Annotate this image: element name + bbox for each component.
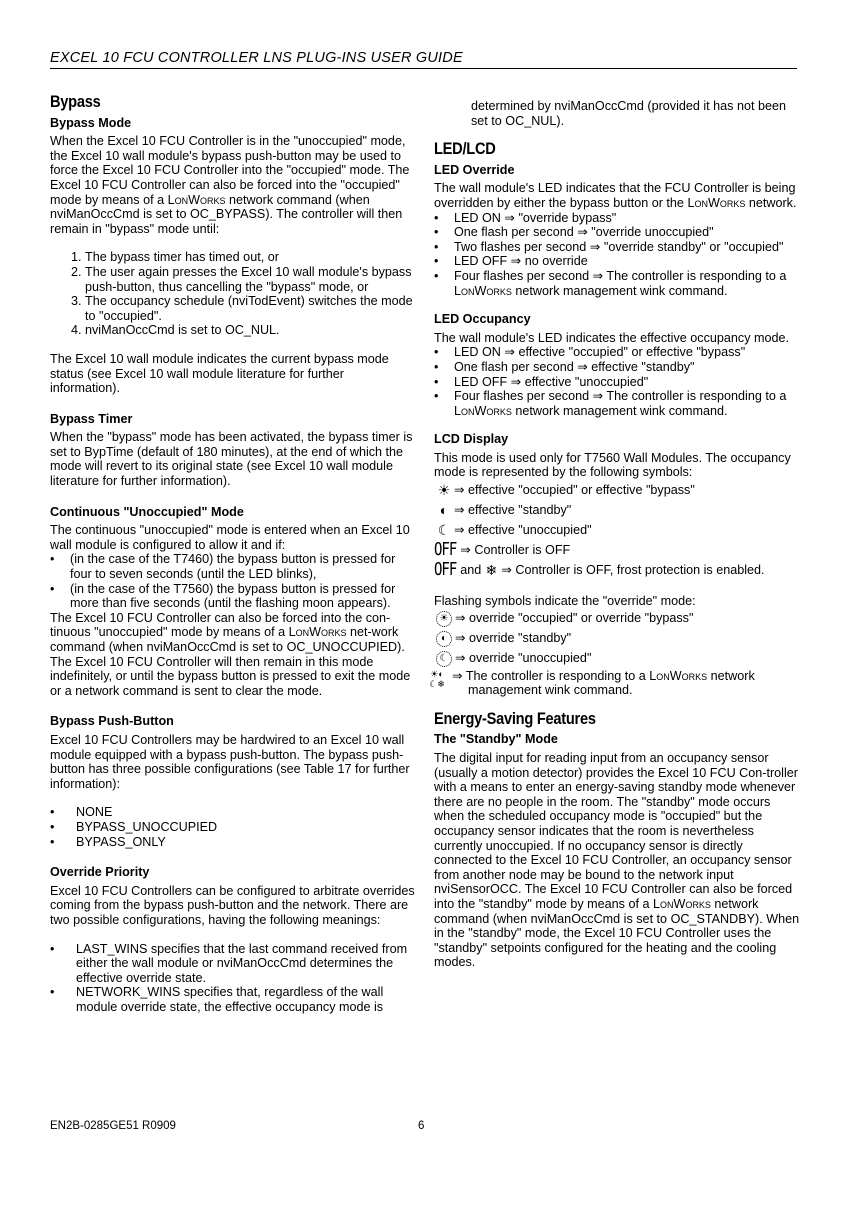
lonworks-brand-text: LonWorks — [454, 403, 512, 418]
flash-symbol-row — [434, 649, 800, 669]
symbol-description: ⇒ effective "occupied" or effective "bypass" — [454, 482, 695, 497]
subheading-bypass-push-button: Bypass Push-Button — [50, 714, 174, 729]
lonworks-brand-text: LonWorks — [288, 625, 347, 640]
paragraph: The digital input for reading input from an occupancy sensor (usually a motion detector) provides the Excel 10 FCU Con-troller with a means to enter an energy-saving standby mode whenever there are no people in the room. The "standby" mode occurs when the scheduled occupancy mode is "occupied" but the occupancy sensor indicates that the room is nevertheless currently unoccupied. If no occupancy sensor is directly connected to the Excel 10 FCU Controller, an occupancy sensor from another node may be bound to the network input nviSensorOCC. The Excel 10 FCU Controller can also be forced into the "standby" mode by means of a LonWorks network command (when nviManOccCmd is set to OC_STANDBY). When in the "standby" mode, the Excel 10 FCU Controller uses the "standby" setpoints configured for the heating and the cooling modes. — [434, 751, 800, 970]
lonworks-brand-text: LonWorks — [454, 283, 512, 298]
symbol-description-cont: management wink command. — [468, 683, 633, 698]
continuous-list — [50, 552, 415, 610]
symbol-description: ⇒ override "occupied" or override "bypass" — [455, 611, 694, 626]
flash-symbol-row — [434, 629, 800, 649]
lonworks-brand-text: LonWorks — [649, 668, 708, 683]
list-item: • NONE — [76, 805, 415, 820]
sun-flash-icon: ☀ — [436, 611, 452, 627]
subheading-led-override: LED Override — [434, 162, 515, 177]
page-number: 6 — [418, 1120, 425, 1132]
list-item: • LAST_WINS specifies that the last command received from either the wall module or nviManOccCmd determines the effective override state. — [76, 942, 415, 986]
list-item: • Four flashes per second ⇒ The controller is responding to a LonWorks network management wink command. — [454, 389, 800, 418]
paragraph: The continuous "unoccupied" mode is entered when an Excel 10 wall module is configured to allow it and if: — [50, 523, 410, 552]
and-text: and — [460, 562, 482, 577]
lcd-off-frost-row — [434, 560, 800, 580]
led-occupancy-list — [434, 345, 800, 418]
lcd-off-indicator: OFF — [434, 539, 457, 560]
led-override-list — [434, 211, 800, 299]
paragraph: Flashing symbols indicate the "override" mode: — [434, 594, 696, 609]
list-item: 1. The bypass timer has timed out, or — [85, 250, 415, 265]
section-heading-led-lcd: LED/LCD — [434, 139, 496, 159]
header-rule — [50, 68, 797, 69]
paragraph: The wall module's LED indicates that the FCU Controller is being overridden by either the bypass button or the LonWorks network. — [434, 181, 797, 210]
lcd-symbol-row — [434, 520, 800, 540]
lcd-off-indicator: OFF — [434, 559, 457, 580]
snowflake-icon: ❄ — [485, 561, 498, 578]
lcd-off-row — [434, 540, 800, 560]
push-config-list — [50, 805, 415, 849]
list-item: • One flash per second ⇒ "override unoccupied" — [454, 225, 800, 240]
list-item: • (in the case of the T7560) the bypass button is pressed for more than five seconds (until the flashing moon appears). — [70, 582, 415, 611]
symbol-description: ⇒ override "standby" — [455, 631, 572, 646]
symbol-description: ⇒ effective "standby" — [454, 502, 572, 517]
list-item: 2. The user again presses the Excel 10 wall module's bypass push-button, thus cancelling the "bypass" mode, or — [85, 265, 415, 294]
lonworks-brand-text: LonWorks — [687, 195, 746, 210]
lcd-symbol-row — [434, 500, 800, 520]
half-sun-icon: ◐ — [439, 501, 449, 518]
moon-flash-icon: ☾ — [436, 651, 452, 667]
list-item: 3. The occupancy schedule (nviTodEvent) switches the mode to "occupied". — [85, 294, 415, 323]
symbol-description: ⇒ override "unoccupied" — [455, 651, 592, 666]
paragraph: Excel 10 FCU Controllers can be configured to arbitrate overrides coming from the bypass push-button and the network. There are two possible configurations, having the following meanings: — [50, 883, 415, 927]
subheading-continuous-unoccupied: Continuous "Unoccupied" Mode — [50, 504, 244, 519]
half-sun-flash-icon: ◐ — [436, 631, 452, 647]
list-item: • LED ON ⇒ effective "occupied" or effective "bypass" — [454, 345, 800, 360]
list-item: • (in the case of the T7460) the bypass button is pressed for four to seven seconds (until the LED blinks), — [70, 552, 415, 581]
footer-doc-number: EN2B-0285GE51 R0909 — [50, 1120, 176, 1132]
paragraph: Excel 10 FCU Controllers may be hardwired to an Excel 10 wall module equipped with a bypass push-button. The bypass push-button has three possible configurations (see Table 17 for further information): — [50, 732, 410, 791]
list-item: • One flash per second ⇒ effective "standby" — [454, 360, 800, 375]
list-item: • Four flashes per second ⇒ The controller is responding to a LonWorks network management wink command. — [454, 269, 800, 298]
section-heading-bypass: Bypass — [50, 92, 101, 111]
list-item: • LED ON ⇒ "override bypass" — [454, 211, 800, 226]
subheading-bypass-timer: Bypass Timer — [50, 411, 133, 426]
list-item: • BYPASS_UNOCCUPIED — [76, 820, 415, 835]
list-item: • NETWORK_WINS specifies that, regardless of the wall module override state, the effective occupancy mode is — [76, 985, 415, 1014]
left-column — [50, 92, 415, 1014]
wink-symbols-icon: ☀◐ ☾❄ — [429, 668, 445, 689]
lcd-symbol-row — [434, 480, 800, 500]
wink-row — [422, 669, 800, 698]
list-item: • BYPASS_ONLY — [76, 835, 415, 850]
subheading-led-occupancy: LED Occupancy — [434, 312, 531, 327]
subheading-bypass-mode: Bypass Mode — [50, 115, 132, 130]
continued-text: determined by nviManOccCmd (provided it has not been set to OC_NUL). — [471, 99, 787, 128]
paragraph: When the "bypass" mode has been activated, the bypass timer is set to BypTime (default of 180 minutes), at the end of which the mode will revert to its original state (see Excel 10 wall module literature for further information). — [50, 430, 413, 489]
list-item: • LED OFF ⇒ effective "unoccupied" — [454, 375, 800, 390]
subheading-lcd-display: LCD Display — [434, 432, 509, 447]
list-item: • Two flashes per second ⇒ "override standby" or "occupied" — [454, 240, 800, 255]
section-heading-energy-saving: Energy-Saving Features — [434, 708, 596, 728]
list-item: • LED OFF ⇒ no override — [454, 254, 800, 269]
symbol-description: ⇒ effective "unoccupied" — [454, 522, 592, 537]
paragraph: The wall module's LED indicates the effective occupancy mode. — [434, 330, 789, 345]
subheading-override-priority: Override Priority — [50, 865, 150, 880]
moon-icon: ☾ — [437, 521, 451, 538]
override-list — [50, 942, 415, 1015]
list-item: 4. nviManOccCmd is set to OC_NUL. — [85, 323, 415, 338]
right-column — [429, 99, 800, 970]
paragraph: This mode is used only for T7560 Wall Modules. The occupancy mode is represented by the following symbols: — [434, 450, 791, 480]
lonworks-brand-text: LonWorks — [167, 192, 226, 207]
symbol-description: ⇒ The controller is responding to a LonWorks network — [452, 668, 755, 683]
subheading-standby-mode: The "Standby" Mode — [434, 732, 558, 747]
paragraph: The Excel 10 wall module indicates the current bypass mode status (see Excel 10 wall module literature for further information). — [50, 351, 389, 396]
lonworks-brand-text: LonWorks — [652, 896, 711, 911]
paragraph: When the Excel 10 FCU Controller is in the "unoccupied" mode, the Excel 10 wall module's bypass push-button may be used to force the Excel 10 FCU Controller into the "occupied" mode. The Excel 10 FCU Controller can also be forced into the "occupied" mode by means of a LonWorks network command (when nviManOccCmd is set to OC_BYPASS). The controller will then remain in "bypass" mode until: — [50, 134, 410, 236]
sun-icon: ☀ — [437, 481, 451, 498]
running-header: EXCEL 10 FCU CONTROLLER LNS PLUG-INS USER GUIDE — [50, 50, 463, 66]
flash-symbol-row — [434, 609, 800, 629]
bypass-conditions-list — [50, 250, 415, 338]
symbol-description: ⇒ Controller is OFF — [460, 542, 571, 557]
symbol-description: ⇒ Controller is OFF, frost protection is enabled. — [501, 562, 765, 577]
paragraph: The Excel 10 FCU Controller can also be forced into the con-tinuous "unoccupied" mode by means of a LonWorks net-work command (when nviManOccCmd is set to OC_UNOCCUPIED). The Excel 10 FCU Controller will then remain in this mode indefinitely, or until the bypass button is pressed to exit the mode or a network command is sent to clear the mode. — [50, 610, 411, 698]
